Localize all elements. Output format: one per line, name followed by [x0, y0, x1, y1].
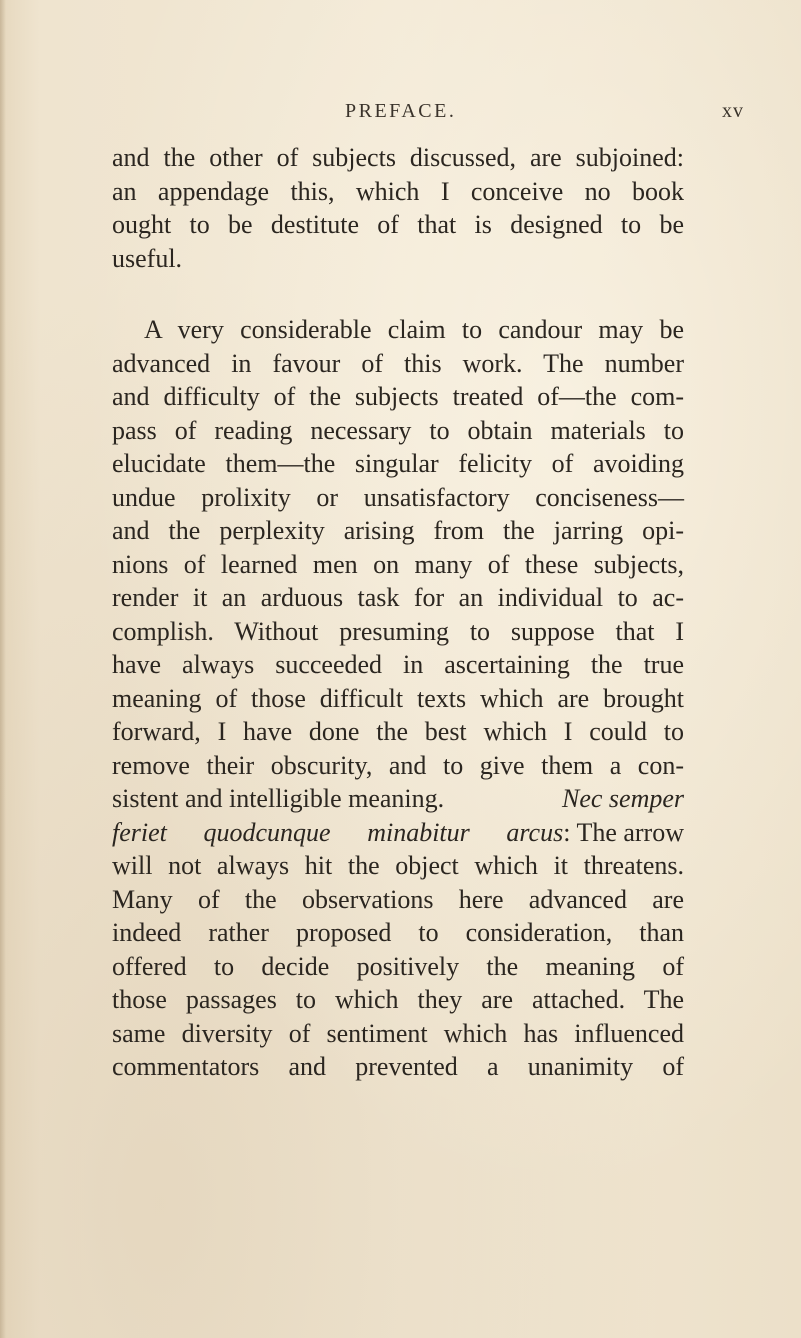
- text-line: nions of learned men on many of these subjects,: [112, 549, 684, 579]
- text-line: remove their obscurity, and to give them a con-: [112, 750, 684, 780]
- text-line: an appendage this, which I conceive no book: [112, 176, 684, 206]
- text-line: and the other of subjects discussed, are subjoined:: [112, 143, 684, 172]
- text-line: meaning of those difficult texts which are brought: [112, 683, 684, 713]
- text-line: and difficulty of the subjects treated of—the com-: [112, 382, 684, 411]
- text-line: commentators and prevented a unanimity of: [112, 1052, 684, 1081]
- latin-quote-fragment: feriet quodcunque minabitur arcus: [112, 817, 564, 847]
- text-line: have always succeeded in ascertaining the true: [112, 650, 684, 679]
- text-line: elucidate them—the singular felicity of avoiding: [112, 449, 684, 478]
- page-gutter-shadow: [0, 0, 6, 1338]
- text-line: indeed rather proposed to consideration, than: [112, 918, 684, 947]
- page-number: xv: [722, 100, 744, 122]
- paragraph-1: [112, 141, 684, 275]
- text-line: useful.: [112, 243, 183, 273]
- text-line-with-italic: [112, 816, 684, 850]
- text-line: offered to decide positively the meaning of: [112, 951, 684, 981]
- text-line: Many of the observations here advanced are: [112, 884, 684, 914]
- page-header: [0, 100, 801, 130]
- text-line: same diversity of sentiment which has influenced: [112, 1018, 684, 1048]
- text-line: will not always hit the object which it threatens.: [112, 851, 684, 880]
- paragraph-2: [112, 313, 684, 1084]
- text-fragment: : The arrow: [563, 817, 684, 847]
- text-line: render it an arduous task for an individual to ac-: [112, 583, 684, 612]
- text-line: ought to be destitute of that is designed to be: [112, 210, 684, 239]
- text-line: complish. Without presuming to suppose that I: [112, 616, 684, 646]
- text-fragment: sistent and intelligible meaning.: [112, 784, 445, 813]
- text-line: forward, I have done the best which I could to: [112, 717, 684, 746]
- text-line: undue prolixity or unsatisfactory conciseness—: [112, 482, 684, 512]
- text-line-with-italic: [112, 782, 684, 816]
- text-line: advanced in favour of this work. The number: [112, 348, 684, 378]
- text-line: and the perplexity arising from the jarring opi-: [112, 516, 684, 545]
- running-head: PREFACE.: [345, 100, 457, 122]
- text-line: A very considerable claim to candour may be: [144, 315, 684, 344]
- text-line: those passages to which they are attached. The: [112, 985, 684, 1014]
- text-line: pass of reading necessary to obtain materials to: [112, 415, 684, 445]
- latin-quote-fragment: Nec semper: [561, 784, 684, 813]
